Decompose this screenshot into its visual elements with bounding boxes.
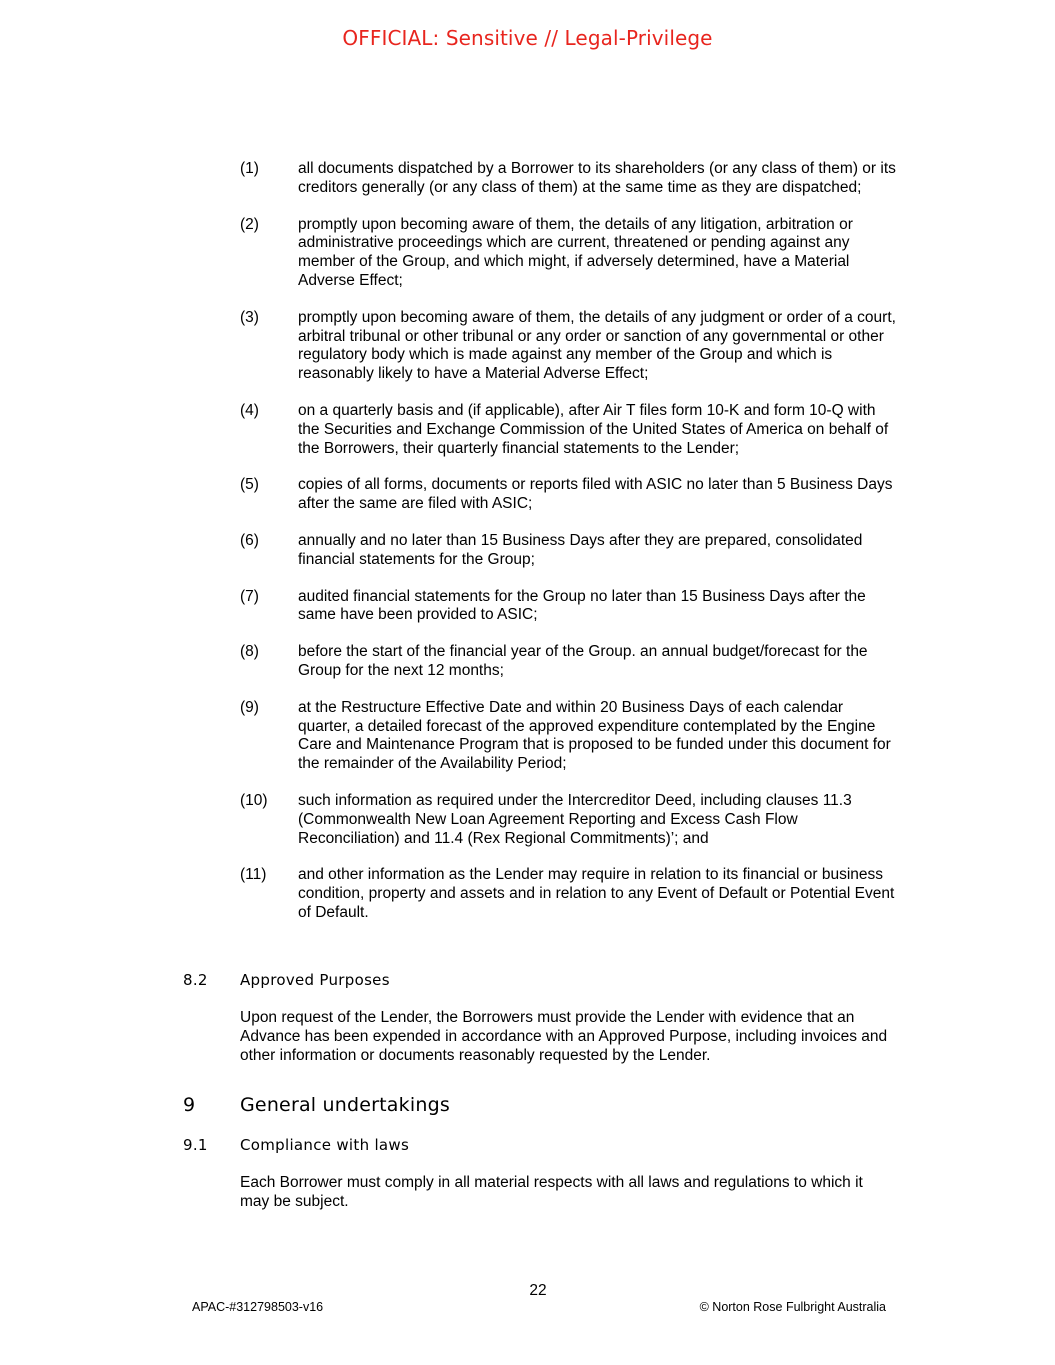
list-item-text: all documents dispatched by a Borrower to its shareholders (or any class of them) or its creditors generally (or any class of them) at the same time as they are dispatched; [298,160,896,196]
copyright-notice: © Norton Rose Fulbright Australia [699,1300,886,1314]
page-number: 22 [529,1282,547,1299]
list-item-number: (9) [240,698,259,716]
list-item [0,160,1055,198]
list-item [0,216,1055,291]
list-item-text: on a quarterly basis and (if applicable), after Air T files form 10-K and form 10-Q with the Securities and Exchange Commission of the United States of America on behalf of the Borrowers, their quarterly financial statements to the Lender; [298,401,889,457]
list-item [0,643,1055,681]
list-item-number: (5) [240,476,259,494]
list-item-number: (1) [240,160,259,177]
section-title: Approved Purposes [240,971,390,989]
section-number: 9 [183,1094,196,1116]
list-item [0,476,1055,514]
list-item-number: (11) [240,866,267,884]
list-item [0,402,1055,458]
list-item-text: audited financial statements for the Group no later than 15 Business Days after the same have been provided to ASIC; [298,587,866,624]
list-item-number: (4) [240,401,259,419]
list-item-number: (2) [240,215,259,233]
disclosure-list [0,160,1055,941]
list-item-text: promptly upon becoming aware of them, the details of any judgment or order of a court, arbitral tribunal or other tribunal or any order or sanction of any governmental or other regulatory body which is made against any member of the Group and which is reasonably likely to have a Material Adverse Effect; [298,308,896,383]
list-item-text: promptly upon becoming aware of them, the details of any litigation, arbitration or administrative proceedings which are current, threatened or pending against any member of the Group, and which might, if adversely determined, have a Material Adverse Effect; [298,215,853,289]
list-item-number: (10) [240,791,268,809]
section-title: Compliance with laws [240,1136,410,1154]
list-item [0,588,1055,626]
list-item-text: copies of all forms, documents or reports filed with ASIC no later than 5 Business Days after the same are filed with ASIC; [298,476,893,513]
list-item-number: (6) [240,531,259,549]
list-item [0,699,1055,774]
list-item-number: (7) [240,587,259,605]
list-item-text: at the Restructure Effective Date and within 20 Business Days of each calendar quarter, a detailed forecast of the approved expenditure contemplated by the Engine Care and Maintenance Program that is proposed to be funded under this document for the remainder of the Availability Period; [298,698,891,773]
list-item-text: such information as required under the Intercreditor Deed, including clauses 11.3 (Commonwealth New Loan Agreement Reporting and Excess Cash Flow Reconciliation) and 11.4 (Rex Regional Commitments)’; and [298,791,852,847]
list-item-text: before the start of the financial year of the Group. an annual budget/forecast for the Group for the next 12 months; [298,643,868,679]
section-number: 9.1 [183,1136,208,1154]
section-9-1-body: Each Borrower must comply in all material respects with all laws and regulations to which it may be subject. [240,1174,863,1210]
list-item-text: annually and no later than 15 Business Days after they are prepared, consolidated financial statements for the Group; [298,531,863,568]
classification-banner: OFFICIAL: Sensitive // Legal-Privilege [342,26,713,50]
section-title: General undertakings [240,1094,450,1116]
document-reference: APAC-#312798503-v16 [192,1300,324,1314]
section-8-2-body: Upon request of the Lender, the Borrowers must provide the Lender with evidence that an Advance has been expended in accordance with an Approved Purpose, including invoices and other information or documents reasonably requested by the Lender. [240,1009,888,1064]
list-item [0,309,1055,384]
list-item-number: (3) [240,308,259,326]
list-item-number: (8) [240,643,259,661]
list-item [0,792,1055,848]
section-number: 8.2 [183,971,208,989]
list-item-text: and other information as the Lender may require in relation to its financial or business condition, property and assets and in relation to any Event of Default or Potential Event of Default. [298,866,895,921]
list-item [0,532,1055,570]
list-item [0,866,1055,922]
